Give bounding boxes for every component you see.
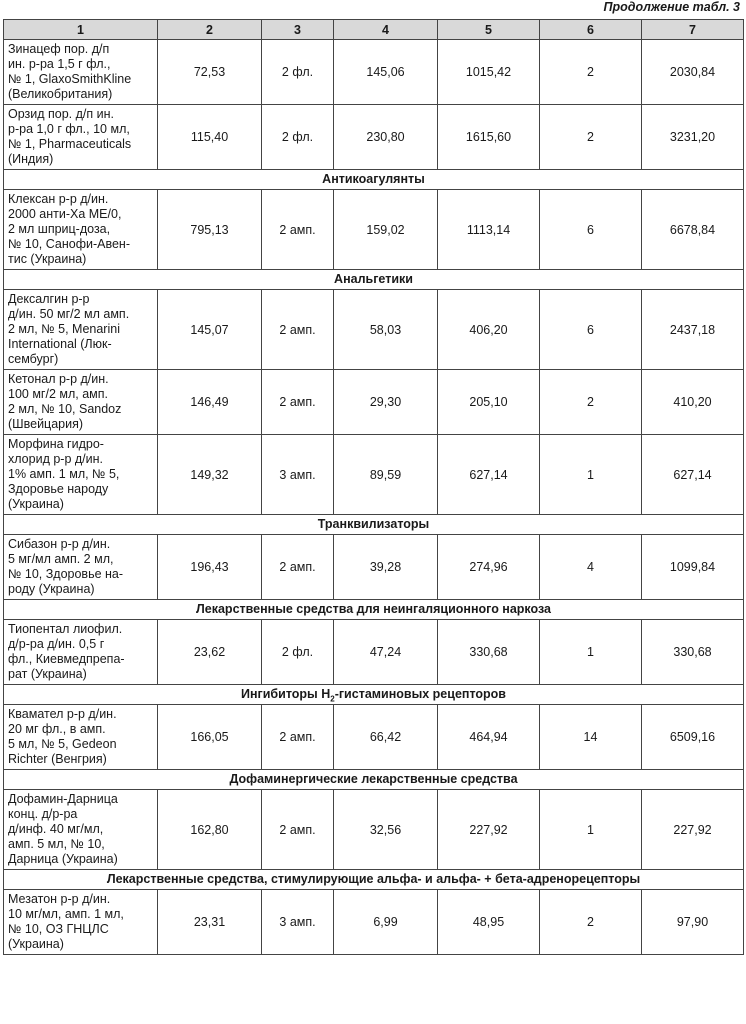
table-row bbox=[4, 535, 744, 600]
drug-name-line: 100 мг/2 мл, амп. bbox=[8, 387, 108, 401]
value-cell: 3 амп. bbox=[262, 435, 334, 515]
table-row bbox=[4, 40, 744, 105]
drug-name-line: № 1, Pharmaceuticals bbox=[8, 137, 132, 151]
value-cell: 2 bbox=[540, 40, 642, 105]
section-title: Лекарственные средства для неингаляционного наркоза bbox=[4, 600, 744, 620]
drug-name-line: Richter (Венгрия) bbox=[8, 752, 107, 766]
drug-name-line: тис (Украина) bbox=[8, 252, 87, 266]
drug-name-line: Квамател р-р д/ин. bbox=[8, 707, 117, 721]
drug-name-line: 10 мг/мл, амп. 1 мл, bbox=[8, 907, 124, 921]
value-cell: 39,28 bbox=[334, 535, 438, 600]
value-cell: 1 bbox=[540, 790, 642, 870]
value-cell: 2 амп. bbox=[262, 705, 334, 770]
drug-name-line: Дексалгин р-р bbox=[8, 292, 90, 306]
value-cell: 2437,18 bbox=[642, 290, 744, 370]
value-cell: 2 фл. bbox=[262, 620, 334, 685]
value-cell: 89,59 bbox=[334, 435, 438, 515]
drug-name-line: д/ин. 50 мг/2 мл амп. bbox=[8, 307, 130, 321]
value-cell: 97,90 bbox=[642, 890, 744, 955]
value-cell: 2 bbox=[540, 105, 642, 170]
section-title: Дофаминергические лекарственные средства bbox=[4, 770, 744, 790]
drug-name-line: № 10, ОЗ ГНЦЛС bbox=[8, 922, 109, 936]
drug-name-line: Дофамин-Дарница bbox=[8, 792, 118, 806]
drug-name-line: № 1, GlaxoSmithKline bbox=[8, 72, 132, 86]
table-row bbox=[4, 290, 744, 370]
drug-name-cell bbox=[4, 190, 158, 270]
drug-name-line: амп. 5 мл, № 10, bbox=[8, 837, 105, 851]
value-cell: 145,07 bbox=[158, 290, 262, 370]
table-row bbox=[4, 105, 744, 170]
drug-name-line: сембург) bbox=[8, 352, 59, 366]
value-cell: 166,05 bbox=[158, 705, 262, 770]
value-cell: 2 фл. bbox=[262, 40, 334, 105]
value-cell: 330,68 bbox=[438, 620, 540, 685]
drug-name-line: Морфина гидро- bbox=[8, 437, 104, 451]
value-cell: 196,43 bbox=[158, 535, 262, 600]
drug-name-cell bbox=[4, 435, 158, 515]
drug-name-cell bbox=[4, 890, 158, 955]
value-cell: 23,31 bbox=[158, 890, 262, 955]
section-title: Лекарственные средства, стимулирующие альфа- и альфа- + бета-адренорецепторы bbox=[4, 870, 744, 890]
drug-name-line: Мезатон р-р д/ин. bbox=[8, 892, 111, 906]
section-row bbox=[4, 770, 744, 790]
drug-name-cell bbox=[4, 40, 158, 105]
section-row bbox=[4, 515, 744, 535]
column-header: 1 bbox=[4, 20, 158, 40]
drug-name-line: 2 мл, № 5, Menarini bbox=[8, 322, 120, 336]
value-cell: 410,20 bbox=[642, 370, 744, 435]
drug-name-line: Клексан р-р д/ин. bbox=[8, 192, 109, 206]
value-cell: 145,06 bbox=[334, 40, 438, 105]
value-cell: 1099,84 bbox=[642, 535, 744, 600]
value-cell: 1113,14 bbox=[438, 190, 540, 270]
value-cell: 149,32 bbox=[158, 435, 262, 515]
table-row bbox=[4, 435, 744, 515]
value-cell: 58,03 bbox=[334, 290, 438, 370]
table-row bbox=[4, 620, 744, 685]
drug-name-line: Кетонал р-р д/ин. bbox=[8, 372, 109, 386]
value-cell: 23,62 bbox=[158, 620, 262, 685]
value-cell: 6 bbox=[540, 290, 642, 370]
table-row bbox=[4, 370, 744, 435]
table-caption: Продолжение табл. 3 bbox=[603, 0, 740, 14]
value-cell: 2030,84 bbox=[642, 40, 744, 105]
value-cell: 205,10 bbox=[438, 370, 540, 435]
value-cell: 4 bbox=[540, 535, 642, 600]
value-cell: 627,14 bbox=[642, 435, 744, 515]
drug-name-cell bbox=[4, 290, 158, 370]
drug-name-line: 2000 анти-Ха МЕ/0, bbox=[8, 207, 122, 221]
value-cell: 6678,84 bbox=[642, 190, 744, 270]
value-cell: 2 амп. bbox=[262, 535, 334, 600]
section-title: Анальгетики bbox=[4, 270, 744, 290]
drug-name-line: (Швейцария) bbox=[8, 417, 84, 431]
value-cell: 32,56 bbox=[334, 790, 438, 870]
section-row bbox=[4, 270, 744, 290]
section-row bbox=[4, 600, 744, 620]
value-cell: 2 фл. bbox=[262, 105, 334, 170]
column-header: 2 bbox=[158, 20, 262, 40]
value-cell: 406,20 bbox=[438, 290, 540, 370]
column-header: 4 bbox=[334, 20, 438, 40]
value-cell: 115,40 bbox=[158, 105, 262, 170]
value-cell: 795,13 bbox=[158, 190, 262, 270]
value-cell: 66,42 bbox=[334, 705, 438, 770]
table-body bbox=[4, 40, 744, 955]
drug-name-line: д/инф. 40 мг/мл, bbox=[8, 822, 104, 836]
value-cell: 14 bbox=[540, 705, 642, 770]
value-cell: 6509,16 bbox=[642, 705, 744, 770]
drug-name-line: № 10, Здоровье на- bbox=[8, 567, 124, 581]
drug-name-cell bbox=[4, 790, 158, 870]
column-header: 6 bbox=[540, 20, 642, 40]
drug-name-line: Зинацеф пор. д/п bbox=[8, 42, 110, 56]
value-cell: 227,92 bbox=[642, 790, 744, 870]
value-cell: 1015,42 bbox=[438, 40, 540, 105]
value-cell: 3 амп. bbox=[262, 890, 334, 955]
drug-name-line: конц. д/р-ра bbox=[8, 807, 78, 821]
value-cell: 627,14 bbox=[438, 435, 540, 515]
drug-name-line: д/р-ра д/ин. 0,5 г bbox=[8, 637, 105, 651]
drug-name-line: (Индия) bbox=[8, 152, 54, 166]
value-cell: 2 bbox=[540, 370, 642, 435]
drug-name-line: International (Люк- bbox=[8, 337, 112, 351]
drug-name-line: фл., Киевмедпрепа- bbox=[8, 652, 125, 666]
drug-name-line: 2 мл, № 10, Sandoz bbox=[8, 402, 122, 416]
value-cell: 1 bbox=[540, 435, 642, 515]
column-header: 7 bbox=[642, 20, 744, 40]
drug-name-line: (Украина) bbox=[8, 497, 64, 511]
drug-name-line: хлорид р-р д/ин. bbox=[8, 452, 104, 466]
value-cell: 1615,60 bbox=[438, 105, 540, 170]
value-cell: 1 bbox=[540, 620, 642, 685]
drug-name-cell bbox=[4, 535, 158, 600]
drug-name-line: Сибазон р-р д/ин. bbox=[8, 537, 111, 551]
value-cell: 2 амп. bbox=[262, 790, 334, 870]
value-cell: 464,94 bbox=[438, 705, 540, 770]
drug-name-cell bbox=[4, 370, 158, 435]
value-cell: 330,68 bbox=[642, 620, 744, 685]
column-header: 5 bbox=[438, 20, 540, 40]
drug-name-cell bbox=[4, 705, 158, 770]
value-cell: 159,02 bbox=[334, 190, 438, 270]
table-row bbox=[4, 890, 744, 955]
value-cell: 2 bbox=[540, 890, 642, 955]
value-cell: 146,49 bbox=[158, 370, 262, 435]
drug-name-line: Орзид пор. д/п ин. bbox=[8, 107, 114, 121]
drug-name-line: (Великобритания) bbox=[8, 87, 113, 101]
drug-name-line: 1% амп. 1 мл, № 5, bbox=[8, 467, 120, 481]
drug-name-line: рат (Украина) bbox=[8, 667, 87, 681]
drug-name-cell bbox=[4, 620, 158, 685]
drug-name-line: ин. р-ра 1,5 г фл., bbox=[8, 57, 111, 71]
value-cell: 162,80 bbox=[158, 790, 262, 870]
drug-name-line: Здоровье народу bbox=[8, 482, 109, 496]
header-row bbox=[4, 20, 744, 40]
value-cell: 29,30 bbox=[334, 370, 438, 435]
value-cell: 2 амп. bbox=[262, 370, 334, 435]
drug-name-line: Дарница (Украина) bbox=[8, 852, 118, 866]
section-title: Ингибиторы $H_2$-гистаминовых рецепторов bbox=[4, 685, 744, 705]
section-title: Транквилизаторы bbox=[4, 515, 744, 535]
table-row bbox=[4, 790, 744, 870]
column-header: 3 bbox=[262, 20, 334, 40]
value-cell: 6 bbox=[540, 190, 642, 270]
table-row bbox=[4, 190, 744, 270]
table-row bbox=[4, 705, 744, 770]
drug-name-line: 2 мл шприц-доза, bbox=[8, 222, 111, 236]
section-row bbox=[4, 870, 744, 890]
section-row bbox=[4, 685, 744, 705]
value-cell: 274,96 bbox=[438, 535, 540, 600]
drug-name-line: р-ра 1,0 г фл., 10 мл, bbox=[8, 122, 130, 136]
drug-name-cell bbox=[4, 105, 158, 170]
value-cell: 48,95 bbox=[438, 890, 540, 955]
drug-name-line: 20 мг фл., в амп. bbox=[8, 722, 106, 736]
drug-name-line: роду (Украина) bbox=[8, 582, 95, 596]
drug-name-line: 5 мг/мл амп. 2 мл, bbox=[8, 552, 114, 566]
value-cell: 6,99 bbox=[334, 890, 438, 955]
drug-cost-table bbox=[3, 19, 744, 955]
value-cell: 227,92 bbox=[438, 790, 540, 870]
drug-name-line: 5 мл, № 5, Gedeon bbox=[8, 737, 117, 751]
drug-name-line: (Украина) bbox=[8, 937, 64, 951]
value-cell: 2 амп. bbox=[262, 290, 334, 370]
drug-name-line: Тиопентал лиофил. bbox=[8, 622, 123, 636]
drug-name-line: № 10, Санофи-Авен- bbox=[8, 237, 130, 251]
section-title: Антикоагулянты bbox=[4, 170, 744, 190]
value-cell: 3231,20 bbox=[642, 105, 744, 170]
value-cell: 72,53 bbox=[158, 40, 262, 105]
section-row bbox=[4, 170, 744, 190]
value-cell: 230,80 bbox=[334, 105, 438, 170]
value-cell: 2 амп. bbox=[262, 190, 334, 270]
value-cell: 47,24 bbox=[334, 620, 438, 685]
